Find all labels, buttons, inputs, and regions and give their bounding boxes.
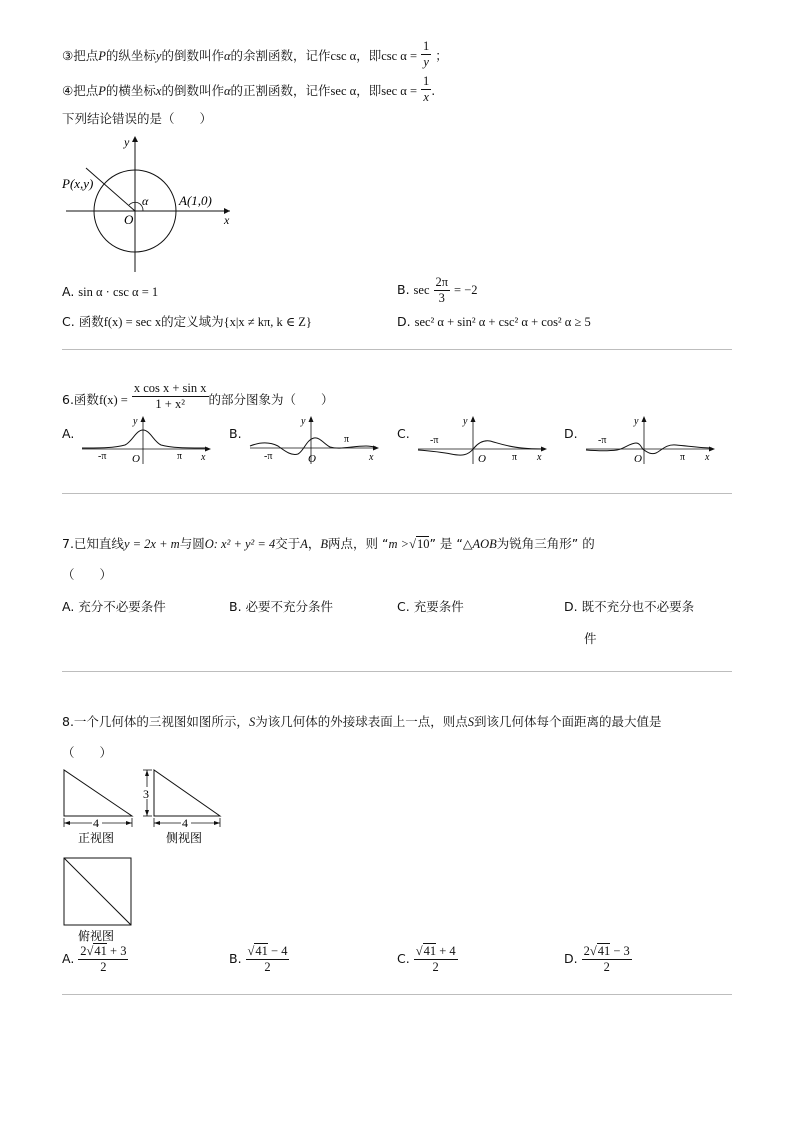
q6-option-A[interactable]: A. (62, 426, 75, 441)
svg-text:3: 3 (143, 787, 149, 801)
svg-text:π: π (512, 452, 518, 463)
fraction-one-over-y: $\frac{1}{y}$ (423, 39, 430, 69)
svg-text:-π: -π (264, 451, 273, 462)
top-view-label: 俯视图 (78, 929, 115, 943)
option-A[interactable]: A. sin α · csc α = 1 (62, 284, 159, 299)
fraction-2pi-over-3: $\frac{2\pi}{3}$ (435, 275, 449, 305)
label-x-axis: x (224, 213, 230, 227)
graph-C (416, 412, 551, 467)
divider (62, 349, 732, 350)
svg-text:x: x (537, 452, 542, 463)
label-y-axis: y (124, 135, 130, 149)
divider (62, 493, 732, 494)
fraction-one-over-x: $\frac{1}{x}$ (423, 74, 430, 104)
svg-text:y: y (463, 416, 468, 427)
graph-B (248, 412, 383, 467)
svg-text:-π: -π (598, 435, 607, 446)
svg-text:x: x (705, 452, 710, 463)
q7-option-D[interactable]: D. 既不充分也不必要条 (564, 599, 695, 614)
front-view-label: 正视图 (78, 831, 115, 845)
option-C[interactable]: C. 函数f(x) = sec x的定义域为{x|x ≠ kπ, k ∈ Z} (62, 314, 312, 329)
svg-text:O: O (132, 453, 140, 465)
svg-text:4: 4 (182, 816, 188, 830)
question-7-stem: 7.已知直线y = 2x + m与圆O: x² + y² = 4交于A，B两点，则 “m >√10” 是 “△AOB为锐角三角形” 的 (62, 536, 595, 551)
question-prompt: 下列结论错误的是（ ） (62, 111, 213, 126)
svg-text:π: π (680, 452, 686, 463)
svg-text:y: y (634, 416, 639, 427)
q7-option-C[interactable]: C. 充要条件 (397, 599, 464, 614)
label-point-P: P(x,y) (62, 176, 94, 191)
q7-option-A[interactable]: A. 充分不必要条件 (62, 599, 166, 614)
q8-option-B[interactable]: B. $\frac{√41 - 4}{2}$ (229, 944, 288, 974)
label-point-A: A(1,0) (179, 193, 212, 208)
q8-option-A[interactable]: A. $\frac{2√41 + 3}{2}$ (62, 944, 127, 974)
fraction-option-C: $\frac{√41 + 4}{2}$ (415, 944, 456, 974)
question-8-blank: （ ） (62, 745, 113, 760)
angle-arc (129, 202, 143, 211)
q6-option-C[interactable]: C. (397, 426, 410, 441)
fraction-option-A: $\frac{2√41 + 3}{2}$ (80, 944, 127, 974)
q8-option-C[interactable]: C. $\frac{√41 + 4}{2}$ (397, 944, 456, 974)
question-7-blank: （ ） (62, 567, 113, 582)
question-6-stem: 6.函数f(x) = $\frac{\text{x cos x + sin x}}{\text{1 + x²}}$ 的部分图象为（ ） (62, 381, 334, 411)
fraction-option-B: $\frac{√41 - 4}{2}$ (247, 944, 288, 974)
svg-text:π: π (177, 451, 183, 462)
svg-text:y: y (133, 416, 138, 427)
fraction-option-D: $\frac{2√41 - 3}{2}$ (583, 944, 630, 974)
side-view-triangle (154, 770, 220, 816)
svg-text:-π: -π (98, 451, 107, 462)
q6-option-D[interactable]: D. (564, 426, 578, 441)
q7-option-B[interactable]: B. 必要不充分条件 (229, 599, 334, 614)
svg-text:4: 4 (93, 816, 99, 830)
svg-text:O: O (478, 453, 486, 465)
y-axis-arrow (132, 136, 138, 142)
question-8-stem: 8.一个几何体的三视图如图所示，S为该几何体的外接球表面上一点，则点S到该几何体每个面距离的最大值是 (62, 714, 662, 729)
option-B[interactable]: B. sec $\frac{2\pi}{3}$ = −2 (397, 275, 478, 305)
divider (62, 671, 732, 672)
svg-text:O: O (634, 453, 642, 465)
fraction-fx: $\frac{\text{x cos x + sin x}}{\text{1 + x²}}$ (133, 381, 207, 411)
divider (62, 994, 732, 995)
three-views-figure (60, 766, 230, 946)
q6-option-B[interactable]: B. (229, 426, 242, 441)
svg-text:O: O (308, 453, 316, 465)
definition-item-4: ④把点P的横坐标x的倒数叫作α的正割函数，记作sec α，即sec α = $\frac{1}{x}$ . (62, 74, 436, 104)
graph-D (584, 412, 719, 467)
option-D[interactable]: D. sec² α + sin² α + csc² α + cos² α ≥ 5 (397, 314, 591, 329)
graph-A (80, 412, 215, 467)
svg-text:y: y (301, 416, 306, 427)
svg-text:π: π (344, 434, 350, 445)
side-view-label: 侧视图 (166, 831, 203, 845)
q8-option-D[interactable]: D. $\frac{2√41 - 3}{2}$ (564, 944, 630, 974)
svg-text:x: x (369, 452, 374, 463)
svg-text:x: x (201, 452, 206, 463)
svg-text:-π: -π (430, 435, 439, 446)
unit-circle-figure (60, 132, 240, 274)
label-origin: O (124, 212, 134, 227)
label-alpha: α (142, 194, 149, 208)
q7-option-D-wrap: 件 (584, 631, 597, 646)
definition-item-3: ③把点P的纵坐标y的倒数叫作α的余割函数，记作csc α，即csc α = $\frac{1}{y}$ ； (62, 39, 448, 69)
front-view-triangle (64, 770, 132, 816)
